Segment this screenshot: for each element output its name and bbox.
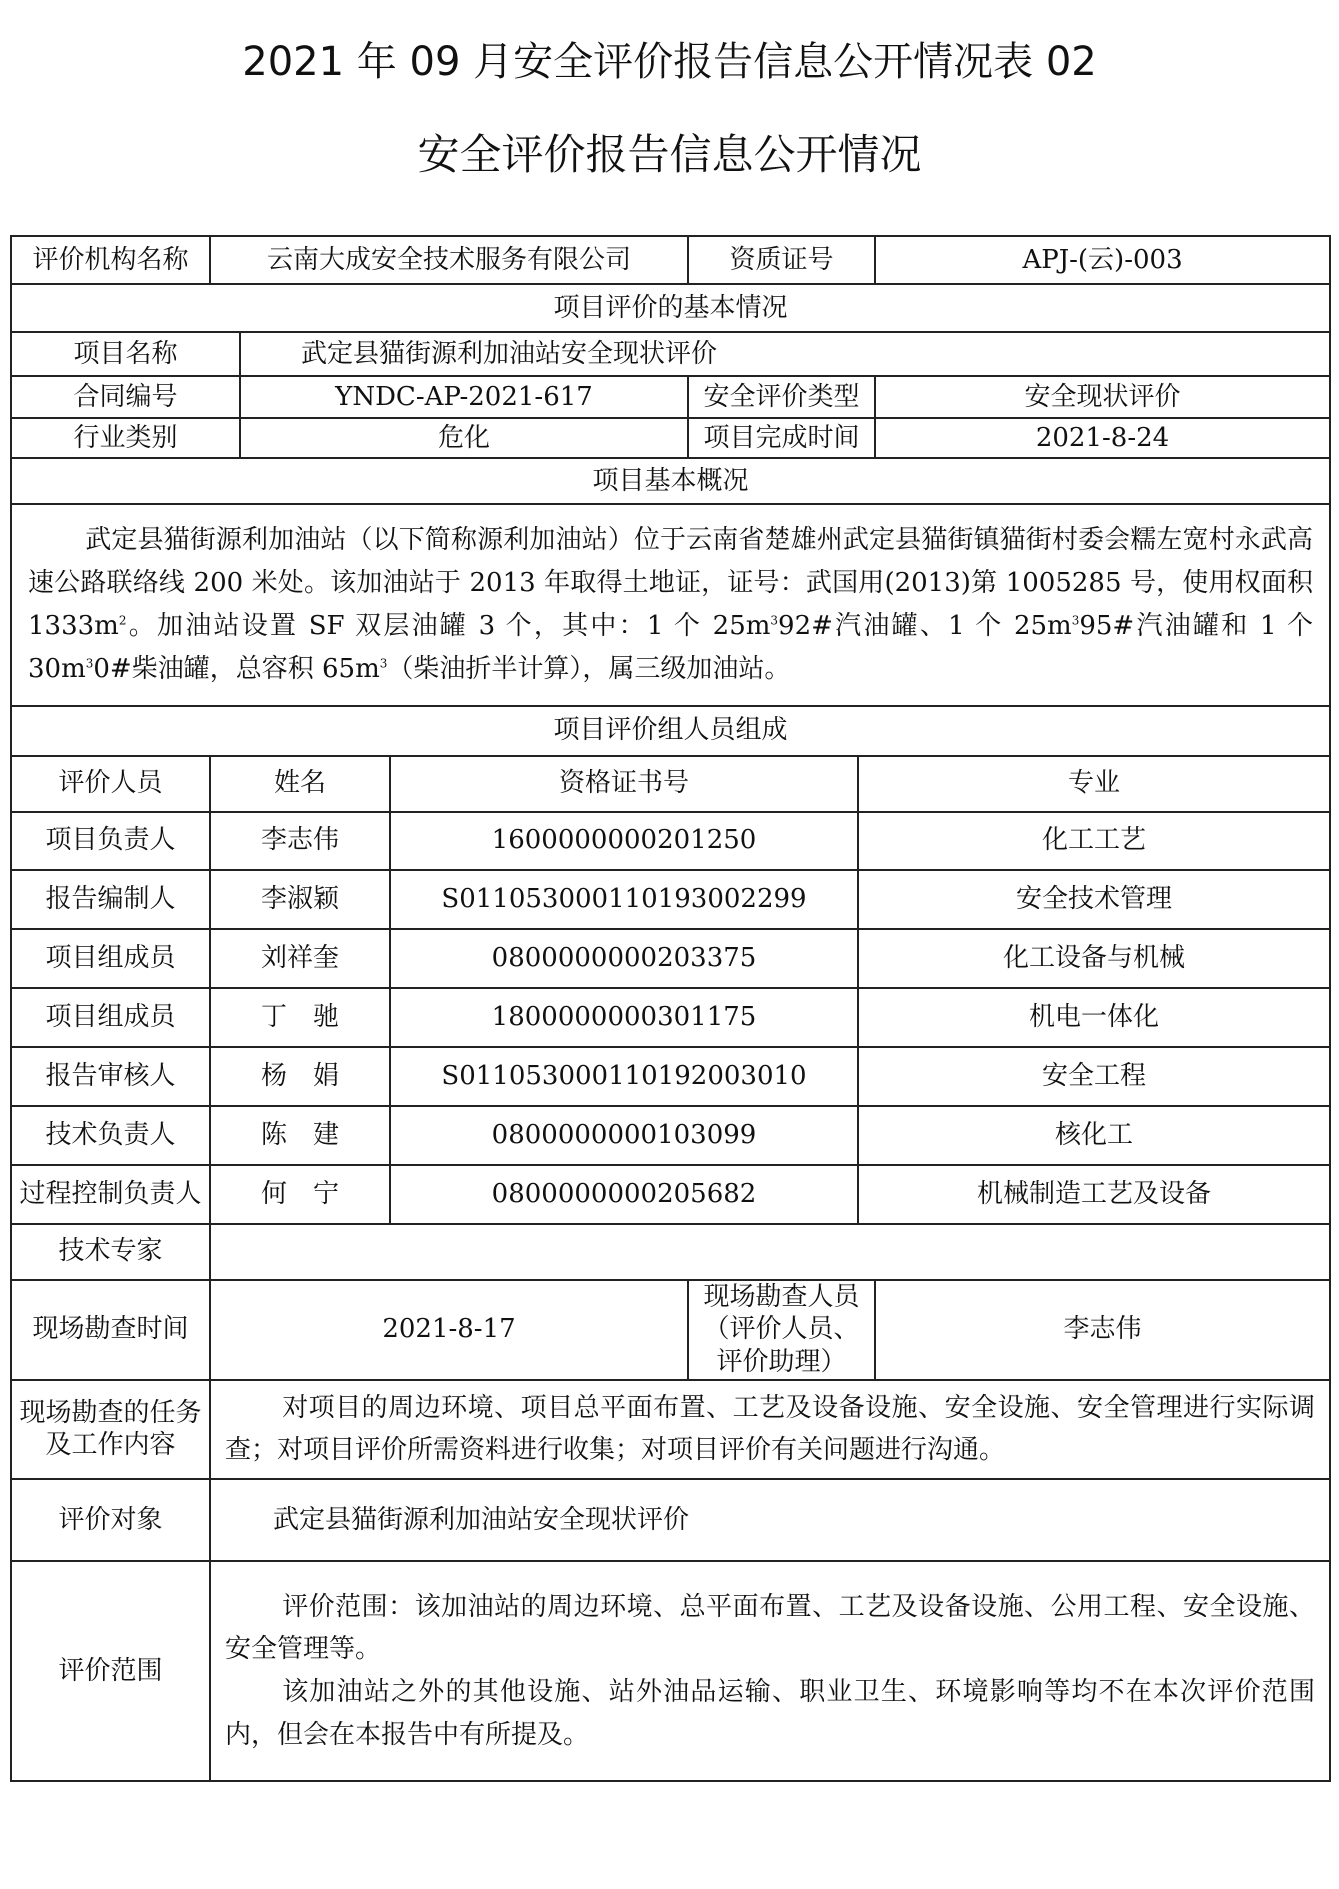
object-value: 武定县猫街源利加油站安全现状评价 [210,1479,1330,1561]
team-name: 丁 驰 [210,988,390,1047]
team-cert: 0800000000103099 [390,1106,858,1165]
org-name-value: 云南大成安全技术服务有限公司 [210,236,688,284]
scope-label: 评价范围 [11,1561,210,1781]
cert-label: 资质证号 [688,236,875,284]
overview-paragraph: 武定县猫街源利加油站（以下简称源利加油站）位于云南省楚雄州武定县猫街镇猫街村委会糯左宽村永武高速公路联络线 200 米处。该加油站于 2013 年取得土地证，证号：武国用(2013)第 1005285 号，使用权面积 $1333m^2$。加油站设置 SF 双层油罐 3 个，其中：1 个 $25m^392\#$汽油罐、1 个 $25m^395\#$汽油罐和 1 个 $30m^30\#$柴油罐，总容积 $65m^3$（柴油折半计算），属三级加油站。 [11,504,1330,706]
team-header-major: 专业 [858,756,1330,812]
expert-label: 技术专家 [11,1224,210,1280]
table-row [11,870,1330,929]
contract-value: YNDC-AP-2021-617 [240,376,688,418]
cert-value: APJ-(云)-003 [875,236,1330,284]
team-cert: 0800000000205682 [390,1165,858,1224]
contract-label: 合同编号 [11,376,240,418]
team-role: 项目负责人 [11,812,210,870]
expert-value [210,1224,1330,1280]
team-major: 化工设备与机械 [858,929,1330,988]
document-subtitle: 安全评价报告信息公开情况 [417,130,922,179]
team-name: 刘祥奎 [210,929,390,988]
section-team-title: 项目评价组人员组成 [11,706,1330,756]
team-cert: 0800000000203375 [390,929,858,988]
team-name: 陈 建 [210,1106,390,1165]
section-basic-title: 项目评价的基本情况 [11,284,1330,332]
team-role: 项目组成员 [11,988,210,1047]
survey-time-value: 2021-8-17 [210,1280,688,1380]
survey-people-label: 现场勘查人员 （评价人员、评价助理） [688,1280,875,1380]
team-cert: S011053000110192003010 [390,1047,858,1106]
team-role: 项目组成员 [11,929,210,988]
section-overview-title: 项目基本概况 [11,458,1330,504]
table-row [11,1165,1330,1224]
survey-task-label: 现场勘查的任务 及工作内容 [11,1380,210,1480]
finish-time-value: 2021-8-24 [875,418,1330,458]
team-cert: 1600000000201250 [390,812,858,870]
table-row [11,1106,1330,1165]
team-name: 杨 娟 [210,1047,390,1106]
finish-time-label: 项目完成时间 [688,418,875,458]
team-role: 报告审核人 [11,1047,210,1106]
industry-label: 行业类别 [11,418,240,458]
team-major: 核化工 [858,1106,1330,1165]
team-header-name: 姓名 [210,756,390,812]
team-cert: S011053000110193002299 [390,870,858,929]
survey-task-value: 对项目的周边环境、项目总平面布置、工艺及设备设施、安全设施、安全管理进行实际调查；对项目评价所需资料进行收集；对项目评价有关问题进行沟通。 [210,1380,1330,1480]
object-label: 评价对象 [11,1479,210,1561]
team-name: 何 宁 [210,1165,390,1224]
team-role: 过程控制负责人 [11,1165,210,1224]
table-row [11,812,1330,870]
eval-type-label: 安全评价类型 [688,376,875,418]
survey-time-label: 现场勘查时间 [11,1280,210,1380]
team-cert: 1800000000301175 [390,988,858,1047]
team-major: 安全技术管理 [858,870,1330,929]
table-row [11,1047,1330,1106]
survey-people-value: 李志伟 [875,1280,1330,1380]
table-row [11,988,1330,1047]
org-name-label: 评价机构名称 [11,236,210,284]
team-header-role: 评价人员 [11,756,210,812]
team-role: 报告编制人 [11,870,210,929]
team-major: 机械制造工艺及设备 [858,1165,1330,1224]
team-name: 李志伟 [210,812,390,870]
eval-type-value: 安全现状评价 [875,376,1330,418]
scope-value: 评价范围：该加油站的周边环境、总平面布置、工艺及设备设施、公用工程、安全设施、安全管理等。 该加油站之外的其他设施、站外油品运输、职业卫生、环境影响等均不在本次评价范围内，但会在本报告中有所提及。 [210,1561,1330,1781]
team-role: 技术负责人 [11,1106,210,1165]
team-major: 化工工艺 [858,812,1330,870]
disclosure-table [10,235,1331,1782]
project-name-value: 武定县猫街源利加油站安全现状评价 [240,332,1330,376]
team-header-cert: 资格证书号 [390,756,858,812]
project-name-label: 项目名称 [11,332,240,376]
document-title: 2021 年 09 月安全评价报告信息公开情况表 02 [242,39,1097,85]
industry-value: 危化 [240,418,688,458]
team-name: 李淑颖 [210,870,390,929]
team-major: 安全工程 [858,1047,1330,1106]
team-major: 机电一体化 [858,988,1330,1047]
table-row [11,929,1330,988]
